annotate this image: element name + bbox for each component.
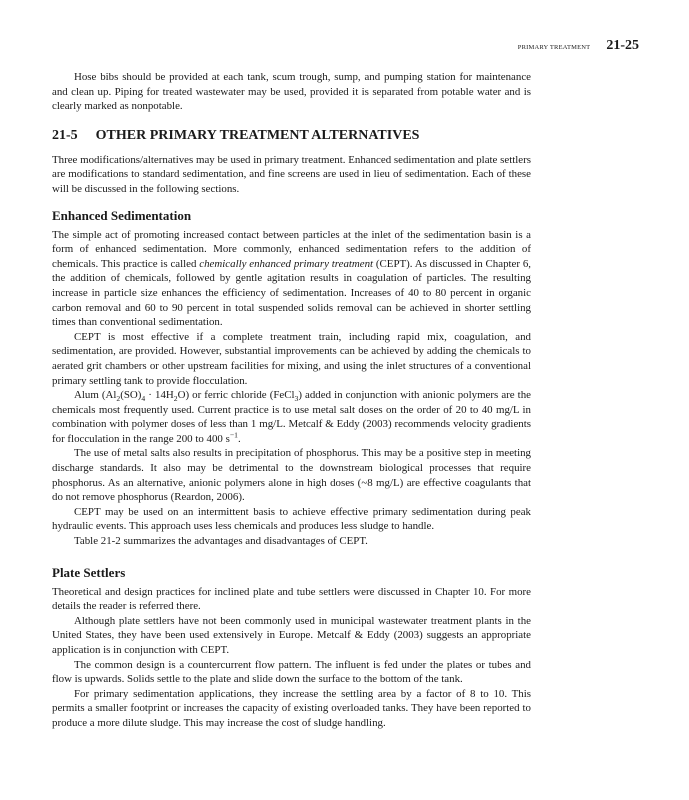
plate-paragraph-4: For primary sedimentation applications, they increase the settling area by a factor of 8 to 10. This permits a smaller footprint or increases the capacity of existing overloaded tanks. They have been reported to produce a more dilute sludge. This may increase the cost of sludge handling. bbox=[52, 687, 531, 729]
plate-paragraph-1: Theoretical and design practices for inclined plate and tube settlers were discussed in Chapter 10. For more details the reader is referred there. bbox=[52, 585, 531, 613]
subscript: 3 bbox=[294, 394, 299, 404]
emphasis-term: chemically enhanced primary treatment bbox=[199, 257, 374, 270]
page-number: 21-25 bbox=[606, 38, 639, 53]
text-run: · 14H bbox=[145, 389, 174, 402]
enhanced-paragraph-5: CEPT may be used on an intermittent basis to achieve effective primary sedimentation during peak hydraulic events. This approach uses less chemicals and produces less sludge to handle. bbox=[52, 505, 531, 533]
intro-paragraph: Hose bibs should be provided at each tank, scum trough, sump, and pumping station for maintenance and clean up. Piping for treated wastewater may be used, provided it is separated from potable water and is clearly marked as nonpotable. bbox=[52, 71, 531, 113]
enhanced-paragraph-1 bbox=[52, 228, 531, 330]
text-run: Alum (Al bbox=[74, 389, 117, 402]
text-run: (SO) bbox=[120, 389, 142, 402]
enhanced-paragraph-3 bbox=[52, 388, 531, 446]
section-title: OTHER PRIMARY TREATMENT ALTERNATIVES bbox=[95, 127, 420, 143]
running-title: PRIMARY TREATMENT bbox=[517, 44, 591, 51]
section-heading bbox=[52, 128, 531, 144]
enhanced-paragraph-6: Table 21-2 summarizes the advantages and disadvantages of CEPT. bbox=[74, 535, 368, 548]
text-run: O) or ferric chloride (FeCl bbox=[177, 389, 295, 402]
section-intro-paragraph: Three modifications/alternatives may be used in primary treatment. Enhanced sedimentation and plate settlers are modifications to standard sedimentation, and fine screens are used in lieu of sedimentation. Each of these will be discussed in the following sections. bbox=[52, 153, 531, 195]
subsection-heading-enhanced-sedimentation: Enhanced Sedimentation bbox=[52, 207, 192, 223]
running-header bbox=[518, 38, 639, 54]
enhanced-paragraph-4: The use of metal salts also results in precipitation of phosphorus. This may be a positive step in meeting discharge standards. It also may be detrimental to the downstream biological processes that require phosphorus. As an alternative, anionic polymers alone in high doses (~8 mg/L) are effective coagulants that do not remove phosphorus (Reardon, 2006). bbox=[52, 447, 531, 504]
subscript: 2 bbox=[173, 394, 178, 404]
text-run: ) added in conjunction with anionic polymers are the chemicals most frequently used. Current practice is to use metal salt doses on the order of 20 to 40 mg/L in combination with polymer doses of less than 1 mg/L. Metcalf & Eddy (2003) recommends velocity gradients for flocculation in the range 200 to 400 s bbox=[52, 389, 531, 445]
enhanced-paragraph-2: CEPT is most effective if a complete treatment train, including rapid mix, coagulation, and sedimentation, are provided. However, substantial improvements can be achieved by adding the chemicals to aerated grit chambers or other upstream facilities for mixing, and using the inlet structures of a conventional primary settling tank to provide flocculation. bbox=[52, 330, 531, 387]
plate-paragraph-3: The common design is a countercurrent flow pattern. The influent is fed under the plates or tubes and flow is upwards. Solids settle to the plate and slide down the surface to the bottom of the tank. bbox=[52, 658, 531, 686]
text-run: . bbox=[237, 432, 241, 445]
text-run: The simple act of promoting increased contact between particles at the inlet of the sedimentation basin is a form of enhanced sedimentation. More commonly, enhanced sedimentation refers to the addition of chemicals. This practice is called bbox=[52, 228, 531, 270]
subscript: 4 bbox=[141, 394, 146, 404]
plate-paragraph-2: Although plate settlers have not been commonly used in municipal wastewater treatment plants in the United States, they have been used extensively in Europe. Metcalf & Eddy (2003) suggests an appropriate application is in conjunction with CEPT. bbox=[52, 614, 531, 656]
subscript: 2 bbox=[116, 394, 121, 404]
subsection-heading-plate-settlers: Plate Settlers bbox=[52, 564, 126, 580]
page-body bbox=[52, 70, 531, 731]
section-number: 21-5 bbox=[52, 127, 78, 143]
superscript: −1 bbox=[229, 430, 238, 440]
text-run: (CEPT). As discussed in Chapter 6, the addition of chemicals, followed by gentle agitation results in coagulation of particles. The resulting increase in particle size enhances the efficiency of sedimentation. Increases of 40 to 80 percent in organic carbon removal and 60 to 90 percent in total suspended solids removal can be achieved in shorter settling times than conventional sedimentation. bbox=[52, 257, 532, 329]
